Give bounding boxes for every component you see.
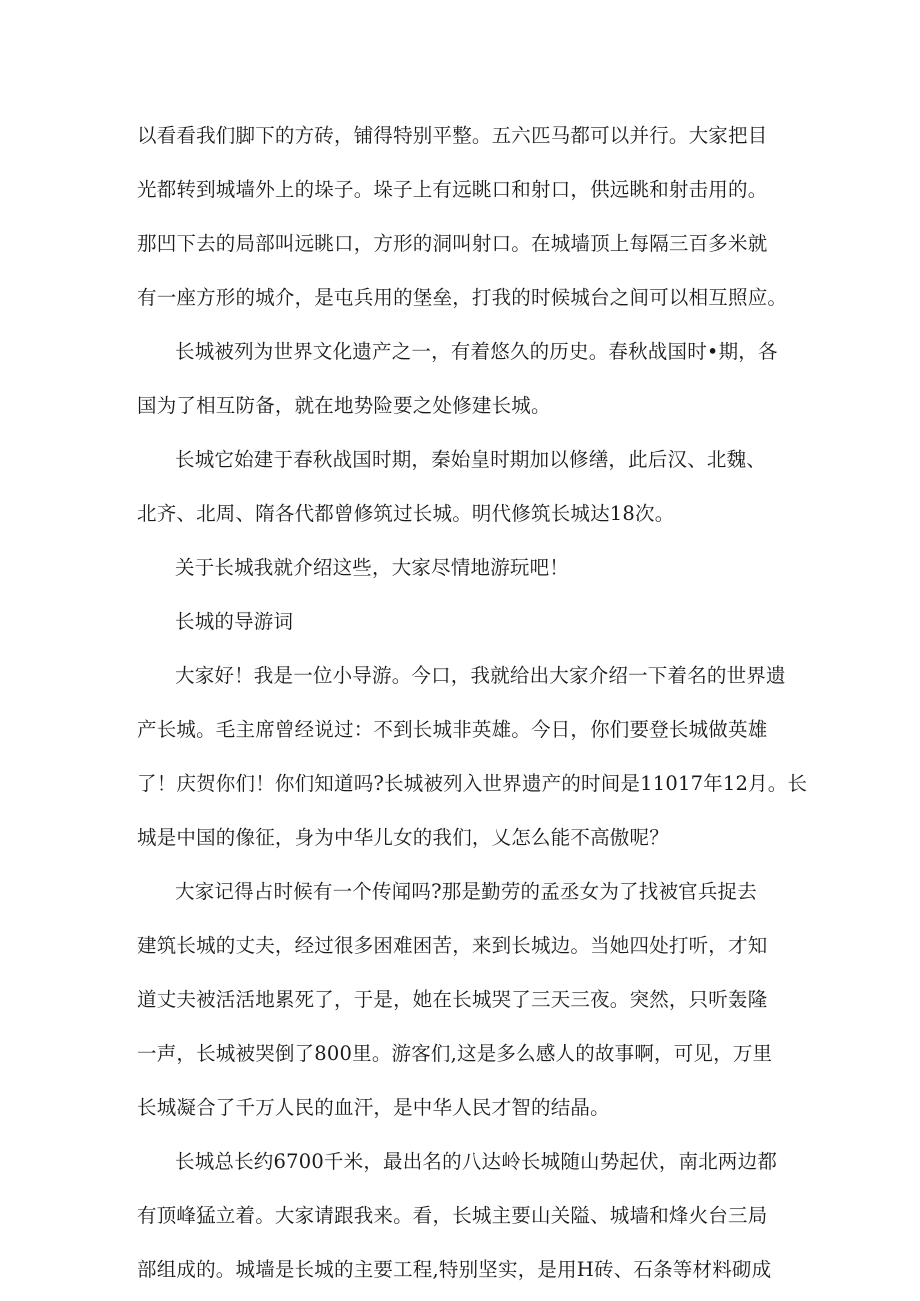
text-line: 建筑长城的丈夫，经过很多困难困苦，来到长城边。当她四处打听，才知 bbox=[137, 934, 768, 957]
text-line: 关于长城我就介绍这些，大家尽情地游玩吧！ bbox=[175, 556, 570, 579]
text-line: 以看看我们脚下的方砖，铺得特别平整。五六匹马都可以并行。大家把目 bbox=[137, 124, 768, 147]
paragraph-7 bbox=[137, 872, 787, 1128]
text-line: 一声，长城被哭倒了800里。游客们,这是多么感人的故事啊，可见，万里 bbox=[137, 1042, 773, 1065]
text-line: 长城总长约6700千米，最出名的八达岭长城随山势起伏，南北两边都 bbox=[175, 1150, 778, 1173]
paragraph-2 bbox=[137, 332, 787, 426]
paragraph-3 bbox=[137, 440, 787, 534]
text-line: 城是中国的像征，身为中华儿女的我们，乂怎么能不高傲呢？ bbox=[137, 826, 669, 849]
heading-text: 长城的导游词 bbox=[175, 610, 294, 633]
text-line: 那凹下去的局部叫远眺口，方形的洞叫射口。在城墙顶上每隔三百多米就 bbox=[137, 232, 768, 255]
text-line: 了！庆贺你们！你们知道吗?长城被列入世界遗产的时间是11017年12月。长 bbox=[137, 772, 808, 795]
text-line: 有一座方形的城介，是屯兵用的堡垒，打我的时候城台之间可以相互照应。 bbox=[137, 286, 788, 309]
paragraph-8 bbox=[137, 1142, 787, 1290]
text-line: 光都转到城墙外上的垛子。垛子上有远眺口和射口，供远眺和射击用的。 bbox=[137, 178, 768, 201]
text-line: 长城被列为世界文化遗产之一，有着悠久的历史。春秋战国时•期，各 bbox=[175, 340, 778, 363]
paragraph-6 bbox=[137, 656, 808, 858]
text-line: 大家好！我是一位小导游。今口，我就给出大家介绍一下着名的世界遗 bbox=[175, 664, 786, 687]
text-line: 道丈夫被活活地累死了，于是，她在长城哭了三天三夜。突然，只听轰隆 bbox=[137, 988, 768, 1011]
text-line: 有顶峰猛立着。大家请跟我来。看，长城主要山关隘、城墙和烽火台三局 bbox=[137, 1204, 768, 1227]
text-line: 长城它始建于春秋战国时期，秦始皇时期加以修缮，此后汉、北魏、 bbox=[175, 448, 767, 471]
paragraph-4 bbox=[137, 548, 787, 588]
paragraph-1 bbox=[137, 116, 787, 318]
text-line: 长城凝合了千万人民的血汗，是中华人民才智的结晶。 bbox=[137, 1096, 610, 1119]
text-line: 北齐、北周、隋各代都曾修筑过长城。明代修筑长城达18次。 bbox=[137, 502, 675, 525]
text-line: 大家记得占时候有一个传闻吗?那是勤劳的孟丞女为了找被官兵捉去 bbox=[175, 880, 757, 903]
document-page bbox=[137, 116, 808, 1290]
text-line: 部组成的。城墙是长城的主要工程,特别坚实，是用H砖、石条等材料砌成 bbox=[137, 1258, 772, 1281]
text-line: 国为了相互防备，就在地势险要之处修建长城。 bbox=[137, 394, 551, 417]
section-heading bbox=[137, 602, 787, 642]
text-line: 产长城。毛主席曾经说过：不到长城非英雄。今日，你们要登长城做英雄 bbox=[137, 718, 768, 741]
